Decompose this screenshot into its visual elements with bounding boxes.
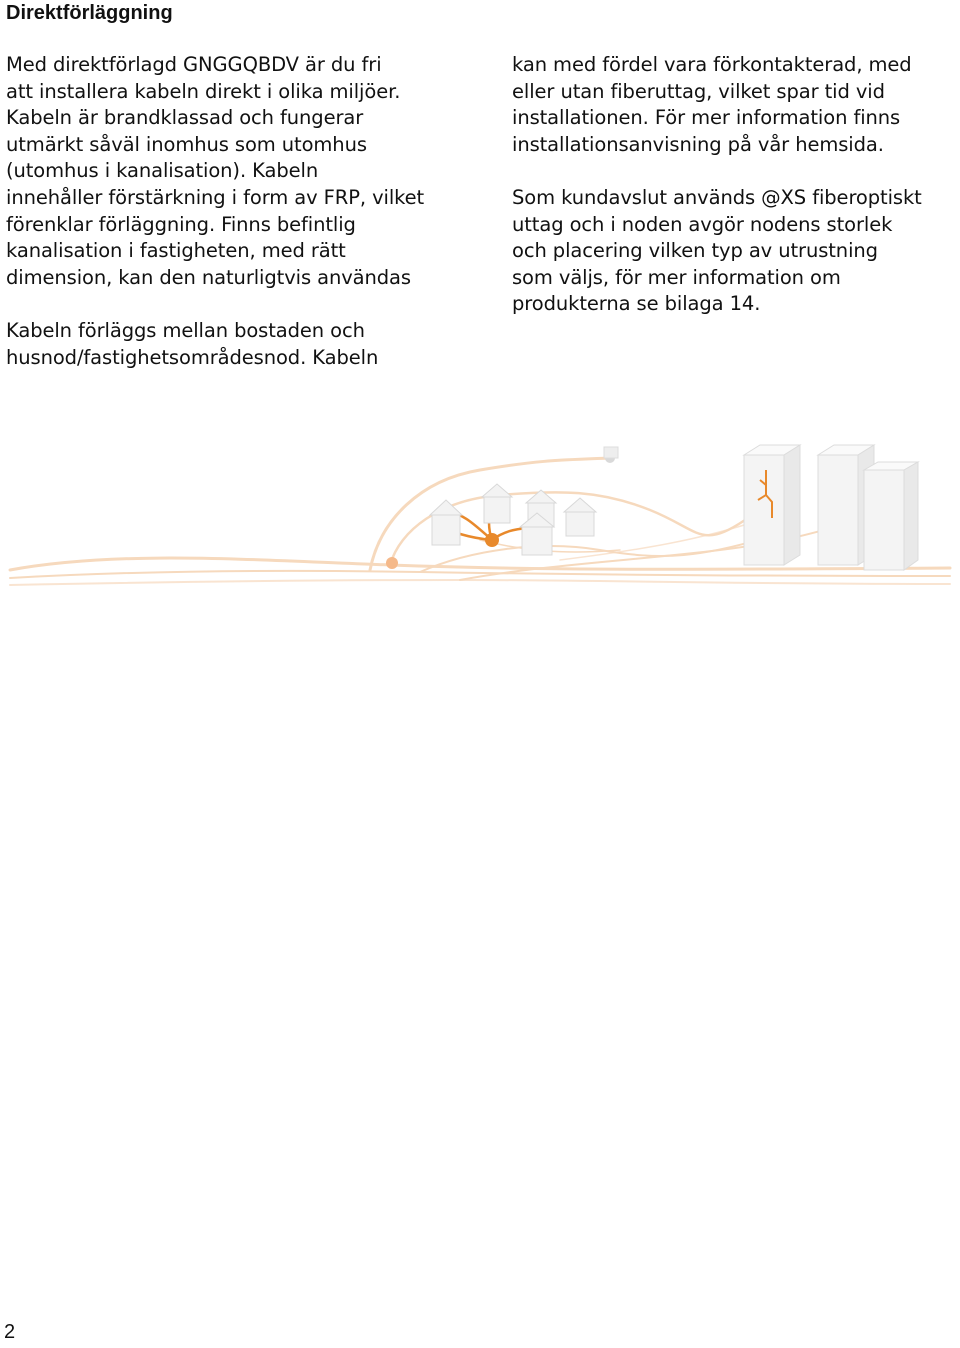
fiber-network-illustration [0, 400, 960, 630]
building-3 [864, 462, 918, 570]
house-1 [430, 500, 462, 545]
right-text-column [512, 52, 957, 318]
apartment-buildings [744, 445, 918, 570]
house-2 [482, 484, 512, 523]
page-heading: Direktförläggning [6, 2, 173, 24]
paragraph-preconnected: kan med fördel vara förkontakterad, med eller utan fiberuttag, vilket spar tid vid installationen. För mer information finns installationsanvisning på vår hemsida. [512, 53, 912, 156]
building-1 [744, 445, 800, 565]
paragraph-intro: Med direktförlagd GNGGQBDV är du fri att installera kabeln direkt i olika miljöer. Kabeln är brandklassad och fungerar utmärkt såväl inomhus som utomhus (utomhus i kanalisation). Kabeln innehåller förstärkning i form av FRP, vilket förenklar förläggning. Finns befintlig kanalisation i fastigheten, med rätt dimension, kan den naturligtvis användas [6, 53, 425, 289]
page-number: 2 [4, 1321, 16, 1343]
distant-node-box [604, 447, 618, 458]
cable-strands [10, 458, 950, 585]
left-text-column [6, 52, 476, 371]
paragraph-placement: Kabeln förläggs mellan bostaden och husnod/fastighetsområdesnod. Kabeln [6, 318, 379, 369]
house-5 [564, 498, 596, 536]
paragraph-customer-termination: Som kundavslut används @XS fiberoptiskt uttag och i noden avgör nodens storlek och placering vilken typ av utrustning som väljs, för mer information om produkterna se bilaga 14. [512, 185, 922, 316]
